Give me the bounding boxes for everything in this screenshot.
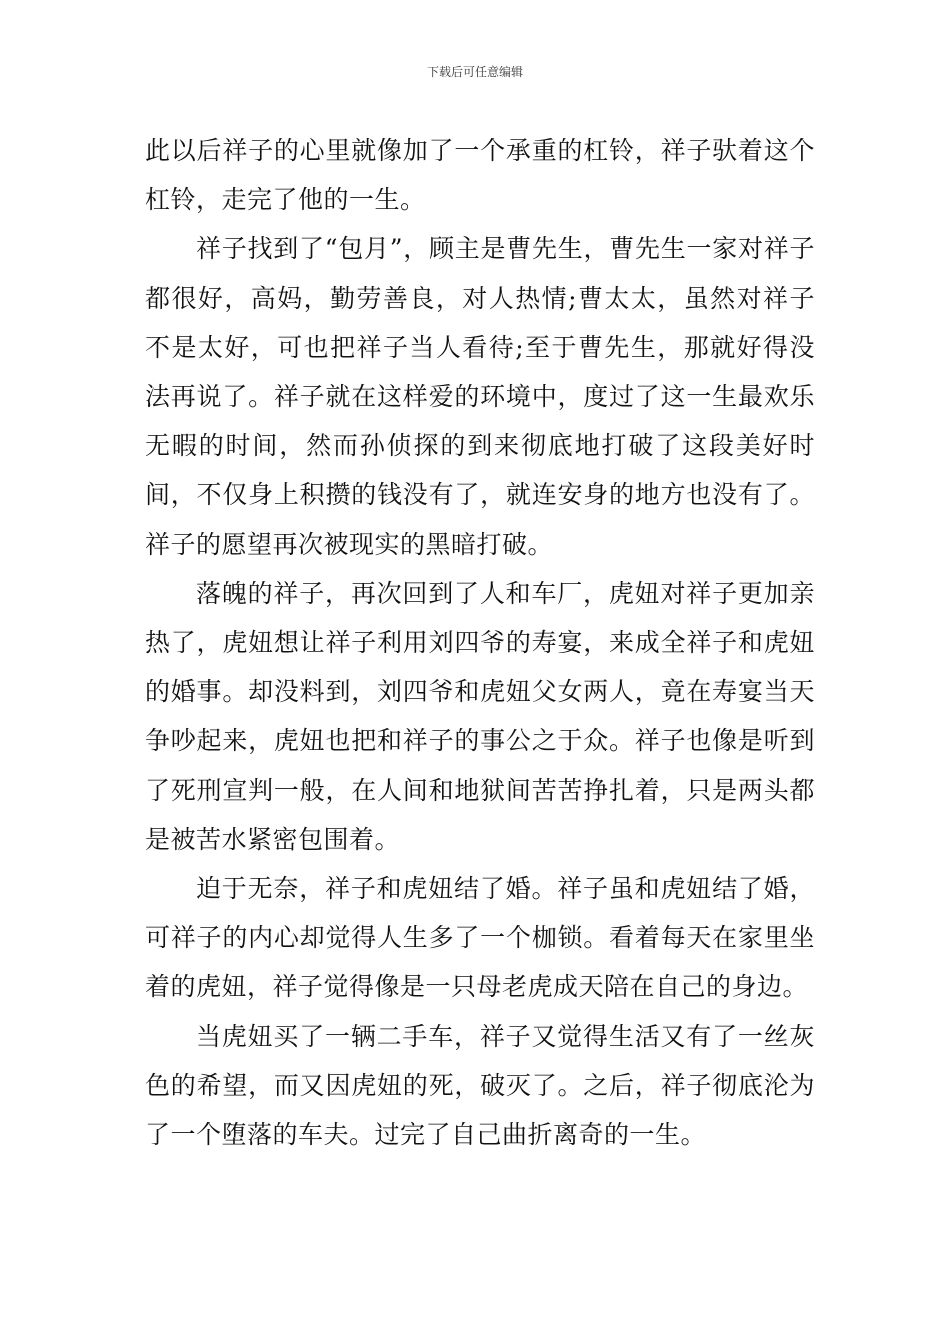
- paragraph-1: 此以后祥子的心里就像加了一个承重的杠铃，祥子驮着这个杠铃，走完了他的一生。: [145, 136, 815, 215]
- document-body: [145, 126, 815, 1159]
- paragraph-5: 当虎妞买了一辆二手车，祥子又觉得生活又有了一丝灰色的希望，而又因虎妞的死，破灭了。之后，祥子彻底沦为了一个堕落的车夫。过完了自己曲折离奇的一生。: [145, 1021, 815, 1150]
- page-header-note: 下载后可任意编辑: [426, 65, 523, 79]
- paragraph-3: 落魄的祥子，再次回到了人和车厂，虎妞对祥子更加亲热了，虎妞想让祥子利用刘四爷的寿宴，来成全祥子和虎妞的婚事。却没料到，刘四爷和虎妞父女两人，竟在寿宴当天争吵起来，虎妞也把和祥子的事公之于众。祥子也像是听到了死刑宣判一般，在人间和地狱间苦苦挣扎着，只是两头都是被苦水紧密包围着。: [145, 578, 815, 854]
- paragraph-4: 迫于无奈，祥子和虎妞结了婚。祥子虽和虎妞结了婚，可祥子的内心却觉得人生多了一个枷锁。看着每天在家里坐着的虎妞，祥子觉得像是一只母老虎成天陪在自己的身边。: [145, 874, 815, 1002]
- paragraph-2: 祥子找到了“包月”，顾主是曹先生，曹先生一家对祥子都很好，高妈，勤劳善良，对人热情;曹太太，虽然对祥子不是太好，可也把祥子当人看待;至于曹先生，那就好得没法再说了。祥子就在这样爱的环境中，度过了这一生最欢乐无暇的时间，然而孙侦探的到来彻底地打破了这段美好时间，不仅身上积攒的钱没有了，就连安身的地方也没有了。祥子的愿望再次被现实的黑暗打破。: [145, 234, 815, 559]
